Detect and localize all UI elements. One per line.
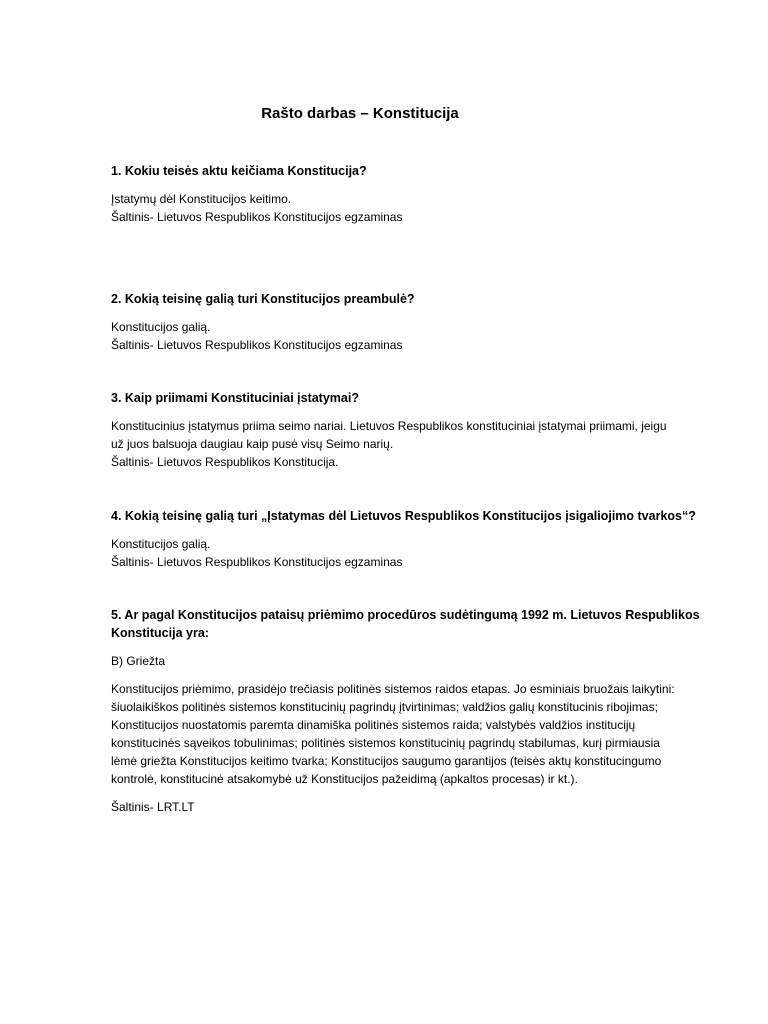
source-5: Šaltinis- LRT.LT: [111, 800, 195, 814]
question-1: 1. Kokiu teisės aktu keičiama Konstitucija?: [111, 164, 367, 178]
question-5-line-2: Konstitucija yra:: [111, 626, 209, 640]
question-block-2: [111, 290, 721, 354]
answer-3-line-2: už juos balsuoja daugiau kaip pusė visų Seimo narių.: [111, 437, 394, 451]
question-block-5: [111, 606, 721, 816]
answer-5-paragraph-line-1: Konstitucijos priėmimo, prasidėjo trečiasis politinės sistemos raidos etapas. Jo esminiais bruožais laikytini:: [111, 682, 675, 696]
document-title: Rašto darbas – Konstitucija: [261, 105, 459, 122]
question-4: 4. Kokią teisinę galią turi „Įstatymas dėl Lietuvos Respublikos Konstitucijos įsigaliojimo tvarkos“?: [111, 509, 696, 523]
answer-1: Įstatymų dėl Konstitucijos keitimo.: [111, 192, 292, 206]
answer-5-paragraph-line-2: šiuolaikiškos politinės sistemos konstitucinių pagrindų įtvirtinimas; valdžios galių konstitucinis ribojimas;: [111, 700, 658, 714]
question-3: 3. Kaip priimami Konstituciniai įstatymai?: [111, 391, 359, 405]
source-2: Šaltinis- Lietuvos Respublikos Konstitucijos egzaminas: [111, 338, 403, 352]
answer-2: Konstitucijos galią.: [111, 320, 211, 334]
question-block-1: [111, 162, 721, 226]
answer-5-option: B) Griežta: [111, 654, 166, 668]
source-3: Šaltinis- Lietuvos Respublikos Konstitucija.: [111, 455, 339, 469]
question-5-line-1: 5. Ar pagal Konstitucijos pataisų priėmimo procedūros sudėtingumą 1992 m. Lietuvos Respublikos: [111, 608, 700, 622]
question-block-4: [111, 507, 721, 571]
answer-5-paragraph-line-4: konstitucinės sąveikos tobulinimas; politinės sistemos konstitucinių pagrindų stabilumas, kurį pirmiausia: [111, 736, 660, 750]
source-1: Šaltinis- Lietuvos Respublikos Konstitucijos egzaminas: [111, 210, 403, 224]
answer-3-line-1: Konstitucinius įstatymus priima seimo nariai. Lietuvos Respublikos konstituciniai įstatymai priimami, jeigu: [111, 419, 667, 433]
answer-4: Konstitucijos galią.: [111, 537, 211, 551]
answer-5-paragraph-line-6: kontrolė, konstitucinė atsakomybė už Konstitucijos pažeidimą (apkaltos procesas) ir kt.).: [111, 772, 578, 786]
source-4: Šaltinis- Lietuvos Respublikos Konstitucijos egzaminas: [111, 555, 403, 569]
question-block-3: [111, 389, 721, 471]
answer-5-paragraph-line-3: Konstitucijos nuostatomis paremta dinamiška politinės sistemos raida; valstybės valdžios institucijų: [111, 718, 636, 732]
answer-5-paragraph-line-5: lėmė griežta Konstitucijos keitimo tvarka; Konstitucijos saugumo garantijos (teisės aktų konstitucingumo: [111, 754, 662, 768]
question-2: 2. Kokią teisinę galią turi Konstitucijos preambulė?: [111, 292, 415, 306]
